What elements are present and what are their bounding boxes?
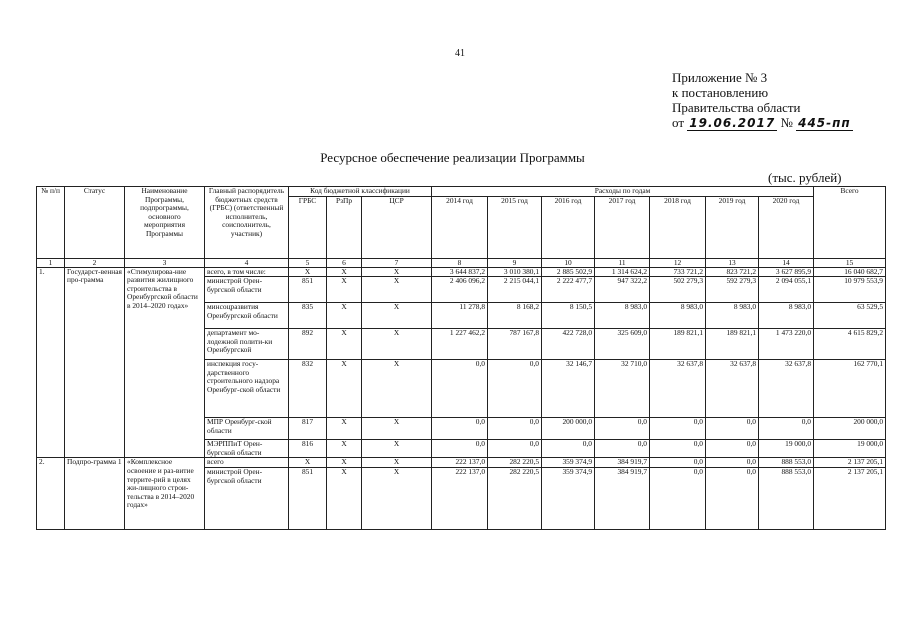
amount-cell: 2 885 502,9 xyxy=(542,267,595,277)
amount-cell: 733 721,2 xyxy=(650,267,706,277)
total-cell: 10 979 553,9 xyxy=(814,277,886,303)
code-cell: Х xyxy=(327,440,362,458)
amount-cell: 502 279,3 xyxy=(650,277,706,303)
amount-cell: 3 644 837,2 xyxy=(432,267,488,277)
code-cell: Х xyxy=(327,468,362,530)
amount-cell: 422 728,0 xyxy=(542,329,595,360)
appendix-block xyxy=(672,70,853,131)
code-cell: 835 xyxy=(289,303,327,329)
code-cell: Х xyxy=(327,277,362,303)
header-total: Всего xyxy=(814,187,886,259)
header-year: 2020 год xyxy=(759,196,814,258)
amount-cell: 0,0 xyxy=(488,418,542,440)
column-number: 2 xyxy=(65,258,125,267)
amount-cell: 32 710,0 xyxy=(595,360,650,418)
table-row xyxy=(37,458,886,468)
code-cell: 816 xyxy=(289,440,327,458)
page-number: 41 xyxy=(455,48,465,59)
code-cell: Х xyxy=(289,267,327,277)
amount-cell: 0,0 xyxy=(595,418,650,440)
amount-cell: 888 553,0 xyxy=(759,468,814,530)
amount-cell: 0,0 xyxy=(706,468,759,530)
amount-cell: 2 215 044,1 xyxy=(488,277,542,303)
column-number: 9 xyxy=(488,258,542,267)
total-cell: 63 529,5 xyxy=(814,303,886,329)
amount-cell: 0,0 xyxy=(650,468,706,530)
total-cell: 200 000,0 xyxy=(814,418,886,440)
code-cell: Х xyxy=(289,458,327,468)
amount-cell: 0,0 xyxy=(595,440,650,458)
column-number: 6 xyxy=(327,258,362,267)
code-cell: Х xyxy=(327,418,362,440)
amount-cell: 282 220,5 xyxy=(488,458,542,468)
code-cell: 832 xyxy=(289,360,327,418)
amount-cell: 0,0 xyxy=(706,458,759,468)
amount-cell: 8 983,0 xyxy=(759,303,814,329)
appendix-line: к постановлению xyxy=(672,85,769,100)
header-status: Статус xyxy=(65,187,125,259)
section-name: «Стимулирова-ние развития жилищного строительства в Оренбургской области в 2014–2020 годах» xyxy=(125,267,205,458)
header-year: 2018 год xyxy=(650,196,706,258)
manager-cell: инспекция госу-дарственного строительного надзора Оренбург-ской области xyxy=(205,360,289,418)
code-cell: Х xyxy=(362,418,432,440)
column-number: 14 xyxy=(759,258,814,267)
amount-cell: 325 609,0 xyxy=(595,329,650,360)
amount-cell: 1 227 462,2 xyxy=(432,329,488,360)
code-cell: 892 xyxy=(289,329,327,360)
column-number: 12 xyxy=(650,258,706,267)
amount-cell: 19 000,0 xyxy=(759,440,814,458)
amount-cell: 0,0 xyxy=(650,440,706,458)
column-number: 3 xyxy=(125,258,205,267)
amount-cell: 8 983,0 xyxy=(706,303,759,329)
amount-cell: 384 919,7 xyxy=(595,468,650,530)
header-num: № п/п xyxy=(37,187,65,259)
amount-cell: 11 278,8 xyxy=(432,303,488,329)
amount-cell: 823 721,2 xyxy=(706,267,759,277)
section-name: «Комплексное освоение и раз-витие террите-рий в целях жи-лищного строи-тельства в 2014–2020 годах» xyxy=(125,458,205,530)
total-cell: 4 615 829,2 xyxy=(814,329,886,360)
manager-cell: всего xyxy=(205,458,289,468)
amount-cell: 0,0 xyxy=(650,458,706,468)
amount-cell: 0,0 xyxy=(706,418,759,440)
amount-cell: 3 627 895,9 xyxy=(759,267,814,277)
appendix-line: Правительства области xyxy=(672,100,801,115)
section-number: 1. xyxy=(37,267,65,458)
amount-cell: 1 473 220,0 xyxy=(759,329,814,360)
code-cell: Х xyxy=(327,360,362,418)
header-grbs: ГРБС xyxy=(289,196,327,258)
amount-cell: 32 637,8 xyxy=(706,360,759,418)
amount-cell: 222 137,0 xyxy=(432,458,488,468)
header-year: 2015 год xyxy=(488,196,542,258)
amount-cell: 0,0 xyxy=(432,418,488,440)
code-cell: 851 xyxy=(289,277,327,303)
header-year: 2016 год xyxy=(542,196,595,258)
amount-cell: 787 167,8 xyxy=(488,329,542,360)
amount-cell: 0,0 xyxy=(432,440,488,458)
code-cell: Х xyxy=(362,360,432,418)
amount-cell: 8 983,0 xyxy=(595,303,650,329)
column-number: 10 xyxy=(542,258,595,267)
manager-cell: министрой Орен-бургской области xyxy=(205,277,289,303)
amount-cell: 0,0 xyxy=(432,360,488,418)
column-number-row xyxy=(37,258,886,267)
amount-cell: 0,0 xyxy=(759,418,814,440)
total-cell: 19 000,0 xyxy=(814,440,886,458)
amount-cell: 359 374,9 xyxy=(542,458,595,468)
code-cell: Х xyxy=(362,303,432,329)
header-year: 2019 год xyxy=(706,196,759,258)
code-cell: Х xyxy=(327,458,362,468)
header-name: Наименование Программы, подпрограммы, основного мероприятия Программы xyxy=(125,187,205,259)
amount-cell: 0,0 xyxy=(488,440,542,458)
resource-table xyxy=(36,186,886,530)
total-cell: 162 770,1 xyxy=(814,360,886,418)
appendix-line: Приложение № 3 xyxy=(672,70,768,85)
column-number: 1 xyxy=(37,258,65,267)
section-status: Подпро-грамма 1 xyxy=(65,458,125,530)
amount-cell: 384 919,7 xyxy=(595,458,650,468)
amount-cell: 592 279,3 xyxy=(706,277,759,303)
code-cell: Х xyxy=(362,329,432,360)
header-budget-code: Код бюджетной классификации xyxy=(289,187,432,197)
table-body xyxy=(37,267,886,530)
number-prefix: № xyxy=(780,115,793,130)
section-status: Государст-венная про-грамма xyxy=(65,267,125,458)
code-cell: Х xyxy=(362,468,432,530)
manager-cell: департамент мо-лодежной полити-ки Оренбургской xyxy=(205,329,289,360)
amount-cell: 222 137,0 xyxy=(432,468,488,530)
manager-cell: минсоцразвития Оренбургской области xyxy=(205,303,289,329)
total-cell: 16 040 682,7 xyxy=(814,267,886,277)
code-cell: Х xyxy=(362,458,432,468)
header-manager: Главный распорядитель бюджетных средств (ГРБС) (ответственный исполнитель, соисполнитель, участник) xyxy=(205,187,289,259)
code-cell: Х xyxy=(327,329,362,360)
amount-cell: 8 168,2 xyxy=(488,303,542,329)
manager-cell: всего, в том числе: xyxy=(205,267,289,277)
column-number: 8 xyxy=(432,258,488,267)
column-number: 4 xyxy=(205,258,289,267)
units-label: (тыс. рублей) xyxy=(768,170,842,185)
handwritten-date: 19.06.2017 xyxy=(689,116,776,130)
code-cell: 817 xyxy=(289,418,327,440)
table-row xyxy=(37,267,886,277)
code-cell: 851 xyxy=(289,468,327,530)
manager-cell: МПР Оренбург-ской области xyxy=(205,418,289,440)
total-cell: 2 137 205,1 xyxy=(814,468,886,530)
amount-cell: 32 637,8 xyxy=(650,360,706,418)
column-number: 5 xyxy=(289,258,327,267)
column-number: 11 xyxy=(595,258,650,267)
amount-cell: 1 314 624,2 xyxy=(595,267,650,277)
column-number: 7 xyxy=(362,258,432,267)
column-number: 13 xyxy=(706,258,759,267)
document-title: Ресурсное обеспечение реализации Программы xyxy=(320,150,585,165)
header-year: 2017 год xyxy=(595,196,650,258)
amount-cell: 8 150,5 xyxy=(542,303,595,329)
amount-cell: 189 821,1 xyxy=(650,329,706,360)
amount-cell: 32 146,7 xyxy=(542,360,595,418)
amount-cell: 2 406 096,2 xyxy=(432,277,488,303)
date-prefix: от xyxy=(672,115,685,130)
appendix-date-line xyxy=(672,115,853,131)
amount-cell: 200 000,0 xyxy=(542,418,595,440)
amount-cell: 32 637,8 xyxy=(759,360,814,418)
amount-cell: 947 322,2 xyxy=(595,277,650,303)
amount-cell: 3 010 380,1 xyxy=(488,267,542,277)
manager-cell: МЭРППиТ Орен-бургской области xyxy=(205,440,289,458)
header-rzpr: РзПр xyxy=(327,196,362,258)
manager-cell: министрой Орен-бургской области xyxy=(205,468,289,530)
amount-cell: 189 821,1 xyxy=(706,329,759,360)
code-cell: Х xyxy=(327,267,362,277)
column-number: 15 xyxy=(814,258,886,267)
amount-cell: 0,0 xyxy=(650,418,706,440)
amount-cell: 8 983,0 xyxy=(650,303,706,329)
amount-cell: 0,0 xyxy=(542,440,595,458)
header-csr: ЦСР xyxy=(362,196,432,258)
amount-cell: 2 222 477,7 xyxy=(542,277,595,303)
code-cell: Х xyxy=(327,303,362,329)
amount-cell: 282 220,5 xyxy=(488,468,542,530)
code-cell: Х xyxy=(362,277,432,303)
total-cell: 2 137 205,1 xyxy=(814,458,886,468)
code-cell: Х xyxy=(362,440,432,458)
amount-cell: 888 553,0 xyxy=(759,458,814,468)
amount-cell: 0,0 xyxy=(706,440,759,458)
amount-cell: 2 094 055,1 xyxy=(759,277,814,303)
code-cell: Х xyxy=(362,267,432,277)
amount-cell: 0,0 xyxy=(488,360,542,418)
amount-cell: 359 374,9 xyxy=(542,468,595,530)
handwritten-number: 445-пп xyxy=(798,116,851,130)
section-number: 2. xyxy=(37,458,65,530)
header-year: 2014 год xyxy=(432,196,488,258)
header-expenses: Расходы по годам xyxy=(432,187,814,197)
